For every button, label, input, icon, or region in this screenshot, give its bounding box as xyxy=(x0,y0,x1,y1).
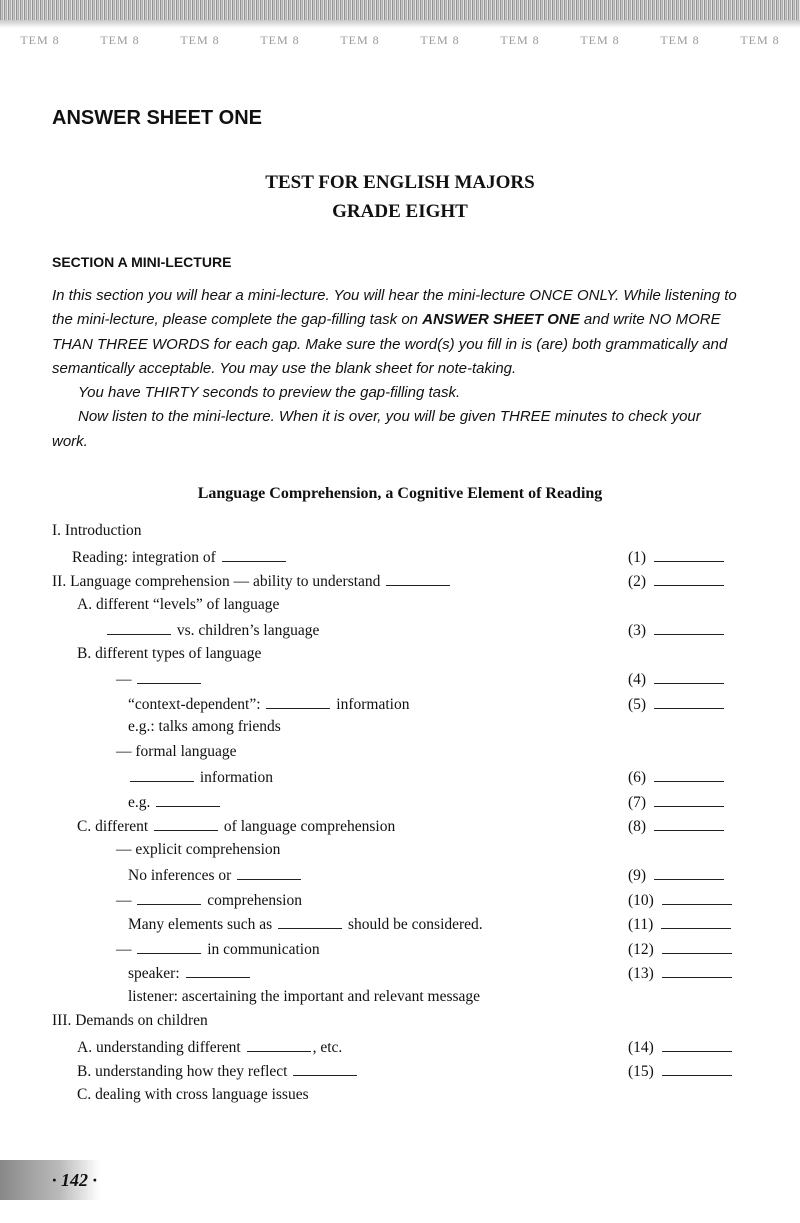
inline-blank xyxy=(266,694,330,709)
answer-slot xyxy=(628,1037,734,1057)
outline-text: vs. children’s language xyxy=(173,622,320,639)
answer-slot xyxy=(628,694,726,714)
answer-slot xyxy=(628,865,726,885)
outline-text: comprehension xyxy=(203,891,302,909)
answer-number: (4) xyxy=(628,671,647,688)
inline-blank xyxy=(222,547,286,562)
answer-blank[interactable] xyxy=(654,865,724,880)
outline-line xyxy=(116,669,203,691)
outline-text: speaker: xyxy=(128,965,184,982)
answer-blank[interactable] xyxy=(654,767,724,782)
outline-line xyxy=(116,841,280,863)
inline-blank xyxy=(156,792,220,807)
outline-line xyxy=(77,1086,309,1108)
running-head-item: TEM 8 xyxy=(20,33,60,47)
answer-number: (6) xyxy=(628,769,647,786)
answer-number: (7) xyxy=(628,793,647,811)
outline-text: No inferences or xyxy=(128,867,236,884)
running-head xyxy=(0,33,800,48)
instruction-emphasis: ANSWER SHEET ONE xyxy=(422,311,580,329)
answer-slot xyxy=(628,914,733,934)
outline-line xyxy=(77,645,261,667)
outline-text: — explicit comprehension xyxy=(116,840,281,858)
answer-blank[interactable] xyxy=(662,890,732,905)
answer-number: (1) xyxy=(628,548,647,566)
outline-text: I. Introduction xyxy=(52,522,142,539)
outline-text: “context-dependent”: xyxy=(128,695,265,713)
answer-number: (8) xyxy=(628,818,647,835)
outline-line xyxy=(77,1037,342,1059)
answer-blank[interactable] xyxy=(654,694,724,709)
outline-text: — xyxy=(116,940,136,958)
running-head-item: TEM 8 xyxy=(420,33,460,47)
outline-line xyxy=(52,1012,208,1034)
answer-number: (10) xyxy=(628,891,654,909)
running-head-item: TEM 8 xyxy=(340,33,380,47)
running-head-item: TEM 8 xyxy=(740,33,780,47)
running-head-item: TEM 8 xyxy=(660,33,700,47)
answer-slot xyxy=(628,547,726,567)
outline-text: III. Demands on children xyxy=(52,1012,208,1029)
outline-text: A. understanding different xyxy=(77,1038,245,1056)
answer-slot xyxy=(628,1061,734,1081)
outline-line xyxy=(52,571,452,593)
answer-number: (9) xyxy=(628,867,647,884)
outline-text: information xyxy=(332,695,410,713)
section-heading: SECTION A MINI-LECTURE xyxy=(52,254,232,270)
answer-number: (5) xyxy=(628,695,647,713)
outline-text: of language comprehension xyxy=(220,818,396,835)
outline-line xyxy=(116,939,320,961)
instruction-text: and write NO MORE THAN THREE WORDS for each gap. Make sure the word(s) you fill in is (are) both grammatically and semantically acceptable. You may use the blank sheet for note-taking. xyxy=(52,311,728,377)
answer-number: (2) xyxy=(628,573,647,590)
answer-blank[interactable] xyxy=(654,816,724,831)
outline-text: A. different “levels” of language xyxy=(77,595,280,613)
outline-line xyxy=(128,694,409,716)
answer-sheet-title: ANSWER SHEET ONE xyxy=(52,107,263,129)
outline-text: listener: ascertaining the important and relevant message xyxy=(128,987,481,1005)
running-head-item: TEM 8 xyxy=(180,33,220,47)
outline-line xyxy=(116,743,237,765)
answer-blank[interactable] xyxy=(654,669,724,684)
instruction-listen: Now listen to the mini-lecture. When it is over, you will be given THREE minutes to check your work. xyxy=(52,408,701,450)
outline-text: should be considered. xyxy=(344,916,483,933)
running-head-item: TEM 8 xyxy=(500,33,540,47)
grade-title: GRADE EIGHT xyxy=(332,201,468,222)
outline-text: — formal language xyxy=(116,742,237,760)
outline-text: C. dealing with cross language issues xyxy=(77,1085,309,1103)
answer-number: (12) xyxy=(628,940,654,958)
answer-slot xyxy=(628,963,734,983)
outline-text: Reading: integration of xyxy=(72,548,220,566)
answer-blank[interactable] xyxy=(661,914,731,929)
answer-number: (11) xyxy=(628,916,654,933)
answer-number: (14) xyxy=(628,1038,654,1056)
inline-blank xyxy=(154,816,218,831)
inline-blank xyxy=(130,767,194,782)
page-number: · 142 · xyxy=(52,1170,97,1190)
outline-text: , etc. xyxy=(312,1038,343,1056)
outline-text: C. different xyxy=(77,818,153,835)
outline-line xyxy=(128,792,222,814)
instruction-text: In this section you will hear a mini-lecture. You will hear the mini-lecture ONCE ONLY. While listening to the mini-lecture, please complete the gap-filling task on xyxy=(52,287,737,329)
inline-blank xyxy=(137,669,201,684)
outline-line xyxy=(128,718,281,740)
outline-text: II. Language comprehension — ability to understand xyxy=(52,573,385,590)
lecture-title: Language Comprehension, a Cognitive Element of Reading xyxy=(197,485,603,502)
running-head-item: TEM 8 xyxy=(580,33,620,47)
answer-slot xyxy=(628,816,726,836)
outline-line xyxy=(72,547,288,569)
answer-slot xyxy=(628,939,734,959)
answer-slot xyxy=(628,669,726,689)
inline-blank xyxy=(278,914,342,929)
outline-text: B. understanding how they reflect xyxy=(77,1063,292,1080)
answer-number: (3) xyxy=(628,622,647,639)
running-head-item: TEM 8 xyxy=(100,33,140,47)
outline-text: e.g.: talks among friends xyxy=(128,718,281,735)
answer-blank[interactable] xyxy=(654,547,724,562)
outline-line xyxy=(128,963,252,985)
outline-line xyxy=(77,596,279,618)
outline-line xyxy=(116,890,302,912)
answer-blank[interactable] xyxy=(654,620,724,635)
instruction-preview: You have THIRTY seconds to preview the gap-filling task. xyxy=(78,384,461,402)
answer-blank[interactable] xyxy=(662,1061,732,1076)
test-title: TEST FOR ENGLISH MAJORS xyxy=(265,172,535,193)
inline-blank xyxy=(137,939,201,954)
outline-text: information xyxy=(196,769,274,786)
outline-text: in communication xyxy=(203,940,320,958)
answer-blank[interactable] xyxy=(662,1037,732,1052)
inline-blank xyxy=(247,1037,311,1052)
instructions xyxy=(52,284,740,454)
answer-slot xyxy=(628,620,726,640)
answer-blank[interactable] xyxy=(654,792,724,807)
outline-line xyxy=(128,767,273,789)
answer-number: (13) xyxy=(628,965,654,982)
outline-line xyxy=(52,522,142,544)
inline-blank xyxy=(137,890,201,905)
outline-line xyxy=(128,988,480,1010)
outline-text: — xyxy=(116,671,136,688)
inline-blank xyxy=(107,620,171,635)
inline-blank xyxy=(186,963,250,978)
answer-blank[interactable] xyxy=(654,571,724,586)
answer-slot xyxy=(628,792,726,812)
outline-text: B. different types of language xyxy=(77,644,262,662)
running-head-item: TEM 8 xyxy=(260,33,300,47)
outline-text: Many elements such as xyxy=(128,916,277,933)
outline-line xyxy=(105,620,319,642)
scan-top-band xyxy=(0,0,800,22)
inline-blank xyxy=(237,865,301,880)
answer-slot xyxy=(628,571,726,591)
inline-blank xyxy=(293,1061,357,1076)
answer-slot xyxy=(628,767,726,787)
inline-blank xyxy=(386,571,450,586)
outline-line xyxy=(77,816,395,838)
answer-slot xyxy=(628,890,734,910)
outline-line xyxy=(128,914,483,936)
outline-text: e.g. xyxy=(128,793,155,811)
answer-blank[interactable] xyxy=(662,963,732,978)
outline-line xyxy=(128,865,303,887)
outline-text: — xyxy=(116,891,136,909)
answer-number: (15) xyxy=(628,1063,654,1080)
answer-blank[interactable] xyxy=(662,939,732,954)
outline-line xyxy=(77,1061,359,1083)
